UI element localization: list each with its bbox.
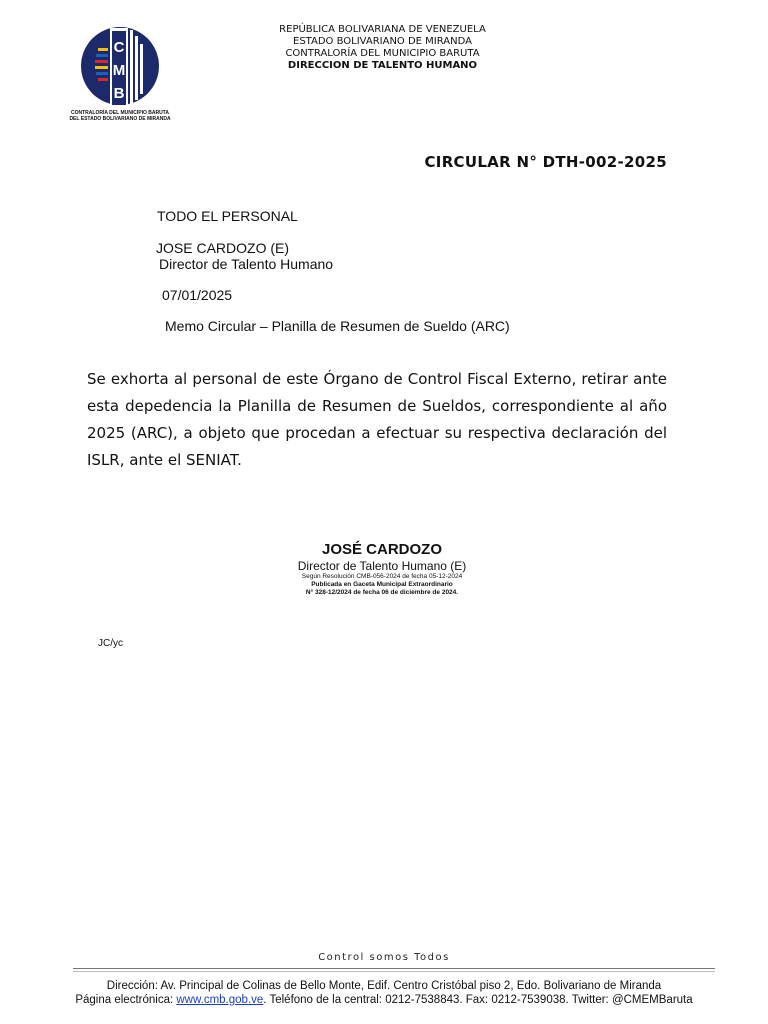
letterhead-line4: DIRECCION DE TALENTO HUMANO — [287, 60, 478, 71]
letterhead-line3: CONTRALORÍA DEL MUNICIPIO BARUTA — [285, 48, 480, 59]
footer-address: Dirección: Av. Principal de Colinas de Bello Monte, Edif. Centro Cristóbal piso 2, Edo. Bolivariano de Miranda — [106, 980, 662, 992]
memo-date: 07/01/2025 — [162, 287, 233, 303]
footer-phone-info: . Teléfono de la central: 0212-7538843. Fax: 0212-7539038. Twitter: @CMEMBaruta — [263, 994, 693, 1006]
footer-divider-top — [73, 968, 715, 969]
memo-from-title: Director de Talento Humano — [159, 256, 334, 272]
signatory-title: Director de Talento Humano (E) — [297, 559, 467, 573]
footer-motto: Control somos Todos — [318, 952, 450, 963]
institution-logo — [60, 20, 180, 124]
website-link[interactable]: www.cmb.gob.ve — [176, 994, 264, 1006]
letterhead — [230, 24, 535, 72]
signatory-resolution: Según Resolución CMB-056-2024 de fecha 05-12-2024 — [301, 573, 463, 580]
logo-caption-line1: CONTRALORÍA DEL MUNICIPIO BARUTA — [71, 110, 169, 116]
memo-to: TODO EL PERSONAL — [157, 208, 298, 224]
logo-letter-c: C — [113, 39, 125, 56]
signatory-gazette-line1: Publicada en Gaceta Municipal Extraordinario — [311, 581, 453, 588]
signature-block — [232, 541, 532, 597]
letterhead-line1: REPÚBLICA BOLIVARIANA DE VENEZUELA — [279, 24, 486, 35]
memo-subject: Memo Circular – Planilla de Resumen de Sueldo (ARC) — [165, 318, 510, 334]
memo-from-name: JOSE CARDOZO (E) — [156, 240, 290, 256]
body-paragraph: Se exhorta al personal de este Órgano de Control Fiscal Externo, retirar ante esta depedencia la Planilla de Resumen de Sueldos, correspondiente al año 2025 (ARC), a objeto que procedan a efectuar su respectiva declaración del ISLR, ante el SENIAT. — [87, 370, 667, 469]
signatory-gazette-line2: N° 328-12/2024 de fecha 06 de diciembre de 2024. — [305, 589, 459, 596]
reference-initials: JC/yc — [98, 638, 123, 649]
logo-letter-m: M — [112, 62, 126, 79]
cmb-seal-icon — [78, 22, 162, 110]
footer-contact-line — [0, 993, 768, 1007]
logo-caption — [60, 111, 180, 122]
circular-number: CIRCULAR N° DTH-002-2025 — [424, 153, 667, 171]
letterhead-line2: ESTADO BOLIVARIANO DE MIRANDA — [293, 36, 472, 47]
logo-letter-b: B — [113, 85, 125, 102]
signatory-name: JOSÉ CARDOZO — [321, 541, 442, 558]
logo-caption-line2: DEL ESTADO BOLIVARIANO DE MIRANDA — [69, 115, 171, 122]
footer-web-label: Página electrónica: — [75, 994, 177, 1006]
footer-divider-bottom — [73, 971, 715, 972]
footer-contact — [0, 979, 768, 1007]
